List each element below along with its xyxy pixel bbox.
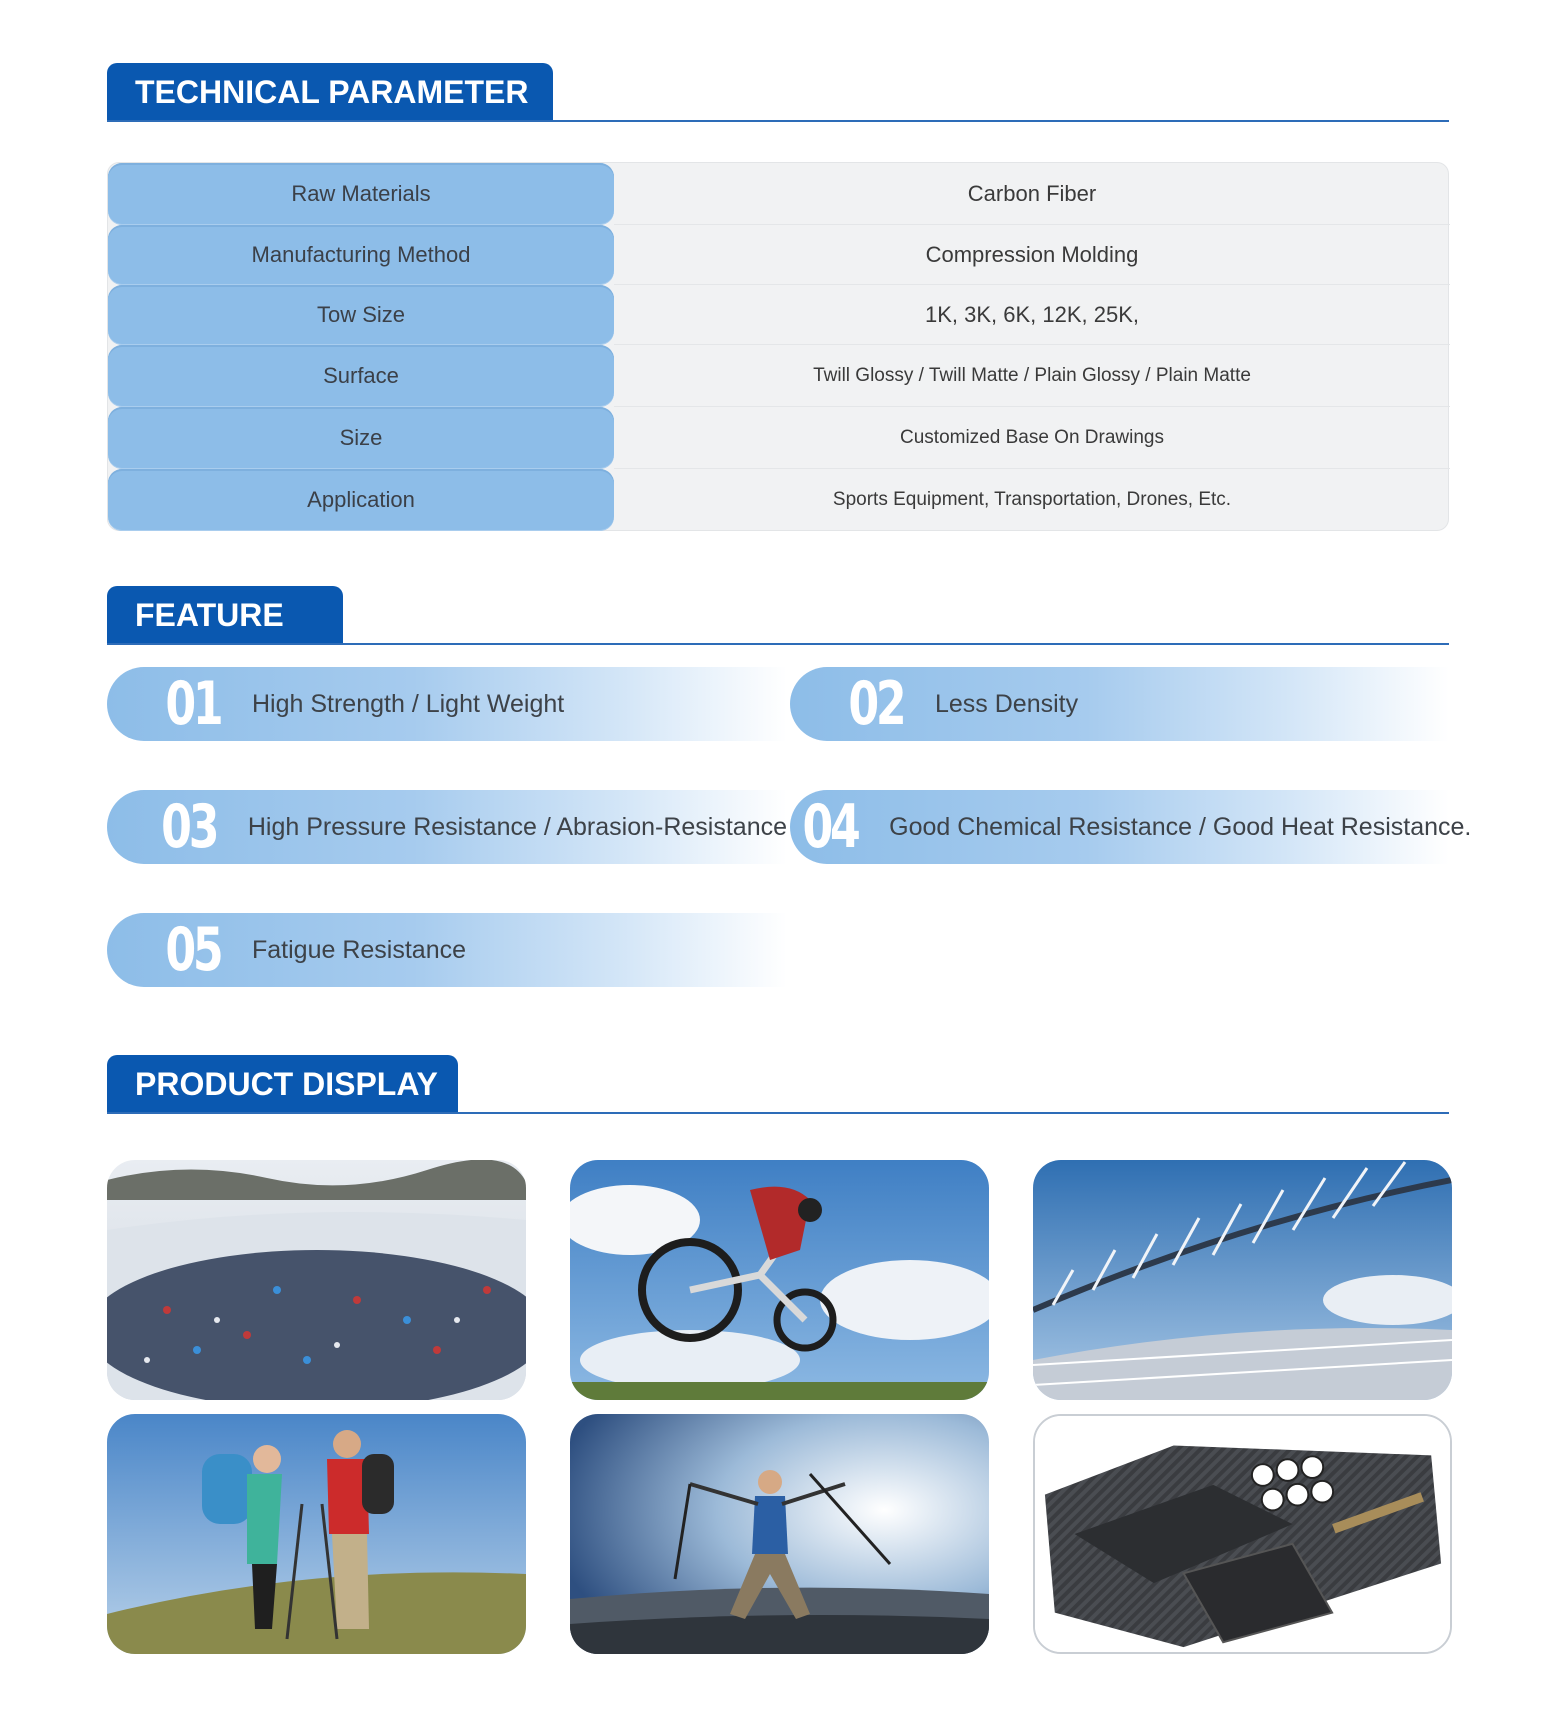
feature-item-01 [107,667,787,741]
table-row [108,345,1450,407]
row-label: Raw Materials [108,163,614,225]
feature-header [107,586,1449,645]
feature-number: 03 [161,792,217,862]
table-row [108,407,1450,469]
row-label: Size [108,407,614,469]
photo-carbon-parts [1033,1414,1452,1654]
feature-number: 04 [802,792,858,862]
feature-title: FEATURE [107,586,343,645]
feature-text: High Strength / Light Weight [252,689,565,718]
header-rule [107,643,1449,645]
row-label: Tow Size [108,285,614,345]
photo-jumping-hiker [570,1414,989,1654]
feature-item-02 [790,667,1449,741]
feature-text: Fatigue Resistance [252,935,467,964]
photo-skiing-crowd [107,1160,526,1400]
feature-item-05 [107,913,787,987]
row-value: Carbon Fiber [614,163,1450,225]
row-value: Twill Glossy / Twill Matte / Plain Glossy / Plain Matte [614,345,1450,407]
technical-parameter-title: TECHNICAL PARAMETER [107,63,553,122]
hikers-image [107,1414,526,1654]
feature-number: 01 [165,669,221,739]
feature-item-03 [107,790,787,864]
carbon-parts-image [1035,1416,1450,1652]
feature-item-04 [790,790,1472,864]
photo-mountain-bike-jump [570,1160,989,1400]
row-value: Customized Base On Drawings [614,407,1450,469]
table-row [108,469,1450,531]
row-value: 1K, 3K, 6K, 12K, 25K, [614,285,1450,345]
photo-stadium-roof [1033,1160,1452,1400]
row-label: Application [108,469,614,531]
header-rule [107,120,1449,122]
feature-text: Good Chemical Resistance / Good Heat Resistance. [889,812,1472,841]
row-label: Manufacturing Method [108,225,614,285]
feature-number: 02 [848,669,904,739]
product-display-title: PRODUCT DISPLAY [107,1055,458,1114]
row-label: Surface [108,345,614,407]
feature-text: Less Density [935,689,1079,718]
table-row [108,225,1450,285]
table-row [108,285,1450,345]
photo-hikers [107,1414,526,1654]
product-display-header [107,1055,1449,1114]
row-value: Compression Molding [614,225,1450,285]
table-row [108,163,1450,225]
stadium-roof-image [1033,1160,1452,1400]
feature-number: 05 [165,915,221,985]
row-value: Sports Equipment, Transportation, Drones, Etc. [832,489,1232,510]
technical-parameter-header [107,63,1449,122]
jumping-hiker-image [570,1414,989,1654]
feature-text: High Pressure Resistance / Abrasion-Resistance [247,812,787,841]
skiing-crowd-image [107,1160,526,1400]
mountain-bike-image [570,1160,989,1400]
parameter-table [107,162,1449,531]
header-rule [107,1112,1449,1114]
